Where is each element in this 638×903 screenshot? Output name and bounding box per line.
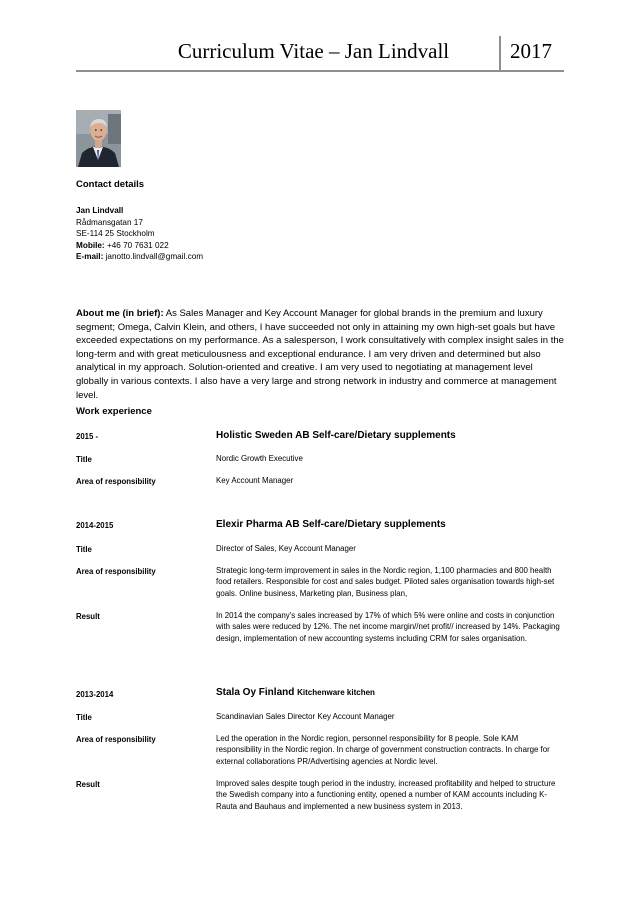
job-title-label: Title (76, 545, 92, 554)
job-period: 2015 - (76, 432, 99, 441)
job-area: Led the operation in the Nordic region, personnel responsibility for 8 people. Sole KAM responsibility in the Nordic region. In charge of government construction contracts. In charge for external collaborations PR/Advertising agencies at Nordic level. (216, 734, 550, 766)
job-period: 2013-2014 (76, 690, 114, 699)
job-title: Nordic Growth Executive (216, 454, 303, 463)
job-company-industry: Kitchenware kitchen (297, 688, 375, 697)
contact-name: Jan Lindvall (76, 206, 124, 215)
mobile-label: Mobile: (76, 240, 105, 250)
job-company-name: Stala Oy Finland (216, 687, 295, 698)
work-experience-heading: Work experience (76, 406, 152, 417)
job-result-label: Result (76, 612, 100, 621)
document-title: Curriculum Vitae – Jan Lindvall (177, 39, 450, 63)
about-label: About me (in brief): (76, 308, 164, 319)
job-area-label: Area of responsibility (76, 735, 156, 744)
job-period: 2014-2015 (76, 521, 114, 530)
email-label: E-mail: (76, 252, 104, 261)
job-company (216, 687, 375, 698)
job-title: Director of Sales, Key Account Manager (216, 544, 356, 553)
job-title-label: Title (76, 713, 92, 722)
profile-photo (76, 110, 121, 167)
job-title-label: Title (76, 455, 92, 464)
contact-heading: Contact details (76, 179, 145, 190)
job-area-label: Area of responsibility (76, 567, 156, 576)
email-address: janotto.lindvall@gmail.com (105, 252, 204, 261)
job-title: Scandinavian Sales Director Key Account Manager (216, 712, 395, 721)
job-area: Key Account Manager (216, 476, 294, 485)
about-section (76, 307, 564, 402)
document-year: 2017 (510, 39, 552, 63)
about-text: As Sales Manager and Key Account Manager for global brands in the premium and luxury segment; Omega, Calvin Klein, and others, I have succeeded not only in attaining my own high-set goals but have exceeded expectations on my performance. As a salesperson, I work consultatively with complex insight sales in the long-term and with great meticulousness and exceptional endurance. I am very driven and determined but also analytical in my approach. Solution-oriented and creative. I am very used to negotiating at management level globally in various contexts. I also have a very large and strong network in industry and commerce at management level. (76, 308, 564, 401)
job-company: Holistic Sweden AB Self-care/Dietary supplements (216, 430, 456, 441)
job-result: In 2014 the company's sales increased by 17% of which 5% were online and costs in conjunction with sales were reduced by 12%. The net income margin//net profit// increased by 14%. Packaging design, implementation of new accounting systems including CRM for sales organisation. (216, 611, 560, 643)
contact-city: SE-114 25 Stockholm (76, 229, 155, 238)
job-company: Elexir Pharma AB Self-care/Dietary supplements (216, 519, 446, 530)
contact-block (76, 205, 203, 263)
header-divider-horizontal (76, 70, 564, 72)
job-result: Improved sales despite tough period in the industry, increased profitability and helped to structure the Swedish company into a functioning entity, opened a number of KAM accounts including K-Rauta and Bauhaus and implemented a new business system in 2013. (216, 779, 556, 811)
mobile-number: +46 70 7631 022 (106, 240, 169, 250)
job-area-label: Area of responsibility (76, 477, 156, 486)
job-result-label: Result (76, 780, 100, 789)
contact-street: Rådmansgatan 17 (76, 217, 143, 227)
job-area: Strategic long-term improvement in sales in the Nordic region, 1,100 pharmacies and 800 health food retailers. Responsible for cost and sales budget. Piloted sales organisation towards high-set goals. Online business, Marketing plan, Business plan, (216, 566, 555, 598)
